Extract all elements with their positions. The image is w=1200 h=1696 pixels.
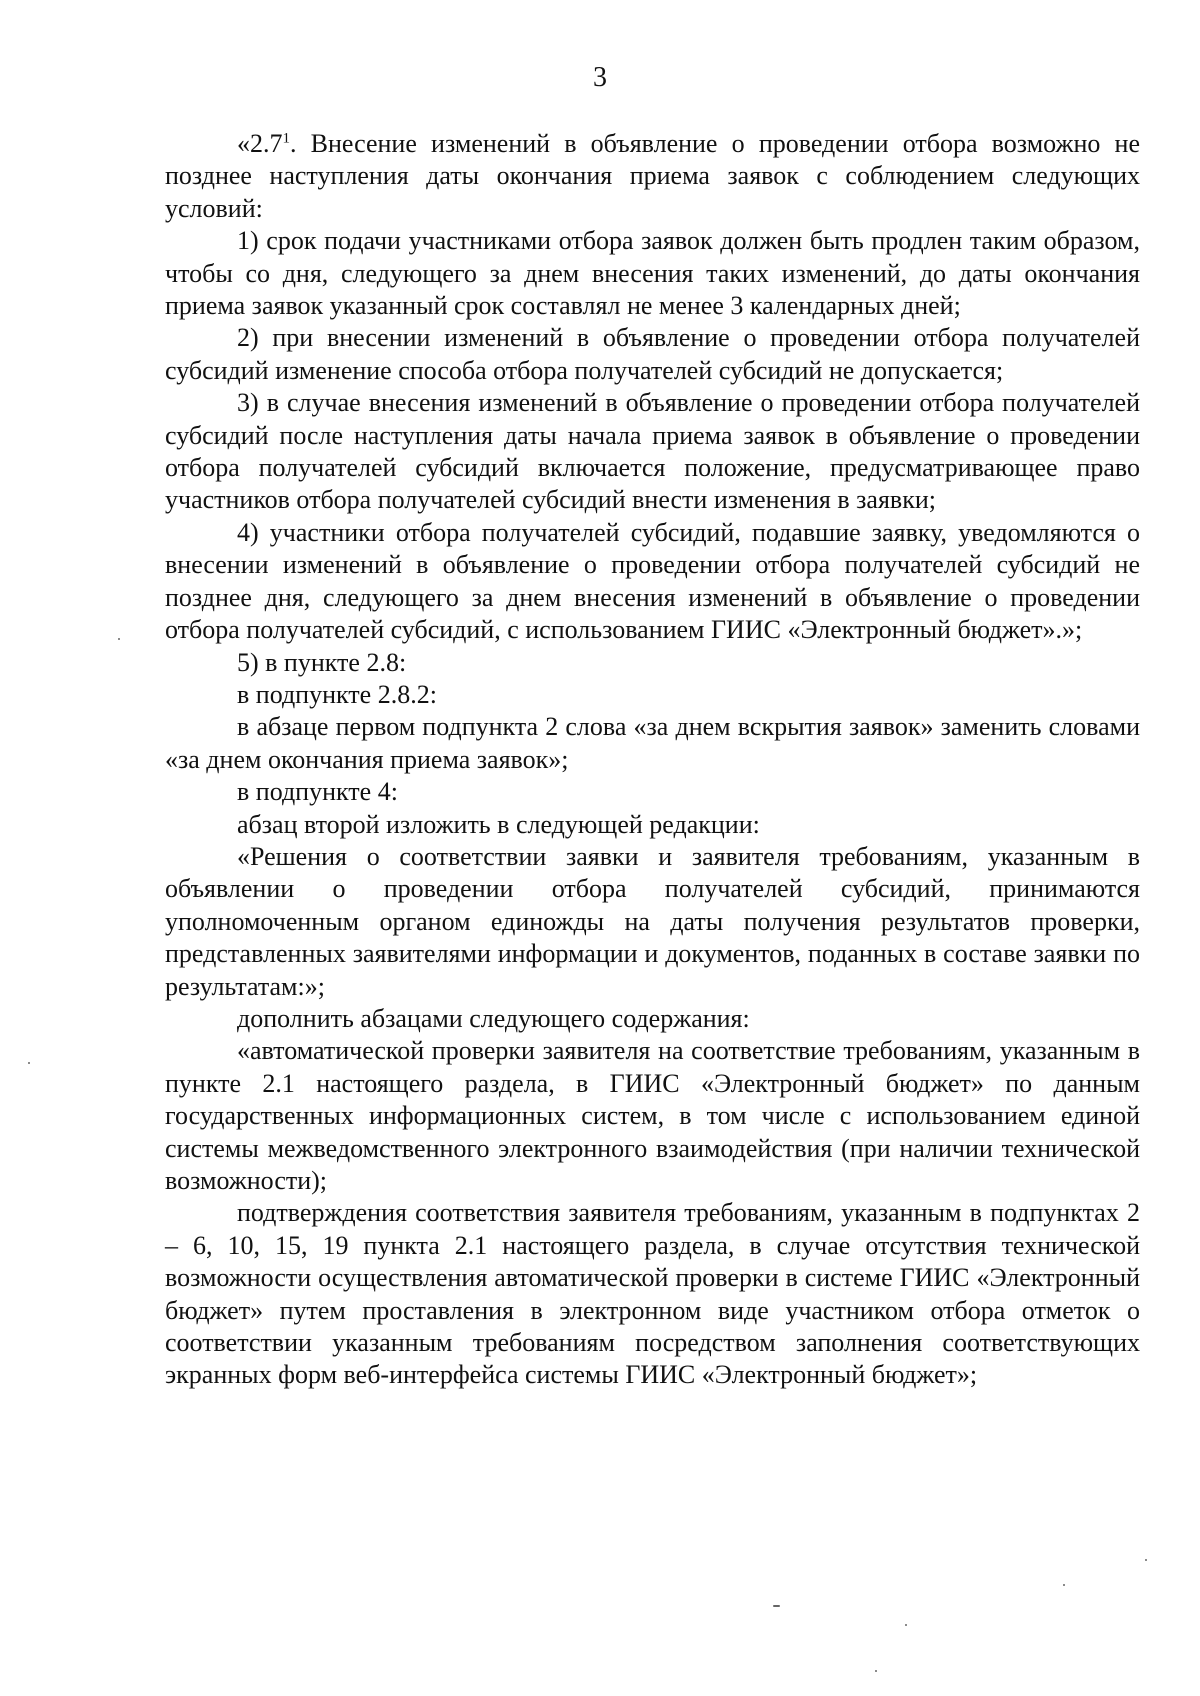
clause-number: «2.7 <box>237 129 283 158</box>
paragraph-condition-4: 4) участники отбора получателей субсидий, подавшие заявку, уведомляются о внесении изменений в объявление о проведении отбора получателей субсидий не позднее дня, следующего за днем внесения изменений в объявление о проведении отбора получателей субсидий, с использованием ГИИС «Электронный бюджет».»; <box>165 517 1140 645</box>
page-number: 3 <box>593 62 607 93</box>
paragraph-supplement: дополнить абзацами следующего содержания: <box>237 1003 750 1033</box>
paragraph-automatic-check: «автоматической проверки заявителя на соответствие требованиям, указанным в пункте 2.1 настоящего раздела, в ГИИС «Электронный бюджет» по данным государственных информационных систем, в том числе с использованием единой системы межведомственного электронного взаимодействия (при наличии технической возможности); <box>165 1036 1140 1195</box>
paragraph-condition-3: 3) в случае внесения изменений в объявление о проведении отбора получателей субсидий после наступления даты начала приема заявок в объявление о проведении отбора получателей субсидий включается положение, предусматривающее право участников отбора получателей субсидий внести изменения в заявки; <box>165 388 1140 515</box>
paragraph-second-abzac: абзац второй изложить в следующей редакции: <box>237 809 760 839</box>
paragraph-clause-2-7-1 <box>165 128 1140 225</box>
paragraph-condition-1: 1) срок подачи участниками отбора заявок должен быть продлен таким образом, чтобы со дня, следующего за днем внесения таких изменений, до даты окончания приема заявок указанный срок составлял не менее 3 календарных дней; <box>165 226 1140 321</box>
scan-speck <box>875 1670 877 1672</box>
scan-speck <box>28 1062 30 1064</box>
paragraph-item-5: 5) в пункте 2.8: <box>237 647 407 677</box>
clause-superscript: 1 <box>282 130 290 147</box>
scan-speck <box>1063 1584 1065 1586</box>
paragraph-subclause-4: в подпункте 4: <box>237 777 398 807</box>
paragraph-decisions-quote: «Решения о соответствии заявки и заявителя требованиям, указанным в объявлении о проведении отбора получателей субсидий, принимаются уполномоченным органом единожды на даты получения результатов проверки, представленных заявителями информации и документов, поданных в составе заявки по результатам:»; <box>165 841 1140 1001</box>
paragraph-condition-2: 2) при внесении изменений в объявление о проведении отбора получателей субсидий изменение способа отбора получателей субсидий не допускается; <box>165 323 1140 385</box>
scan-speck <box>905 1624 907 1626</box>
paragraph-replace-words: в абзаце первом подпункта 2 слова «за днем вскрытия заявок» заменить словами «за днем окончания приема заявок»; <box>165 712 1140 774</box>
paragraph-subclause-2-8-2: в подпункте 2.8.2: <box>237 679 437 709</box>
scan-speck <box>1145 1559 1147 1561</box>
paragraph-confirmation: подтверждения соответствия заявителя требованиям, указанным в подпунктах 2 – 6, 10, 15, 19 пункта 2.1 настоящего раздела, в случае отсутствия технической возможности осуществления автоматической проверки в системе ГИИС «Электронный бюджет» путем проставления в электронном виде участником отбора отметок о соответствии указанным требованиям посредством заполнения соответствующих экранных форм веб-интерфейса системы ГИИС «Электронный бюджет»; <box>165 1198 1140 1390</box>
scan-speck <box>773 1605 780 1607</box>
document-body <box>165 128 1140 1392</box>
scan-speck <box>118 638 120 640</box>
clause-text: . Внесение изменений в объявление о проведении отбора возможно не позднее наступления даты окончания приема заявок с соблюдением следующих условий: <box>165 129 1140 223</box>
